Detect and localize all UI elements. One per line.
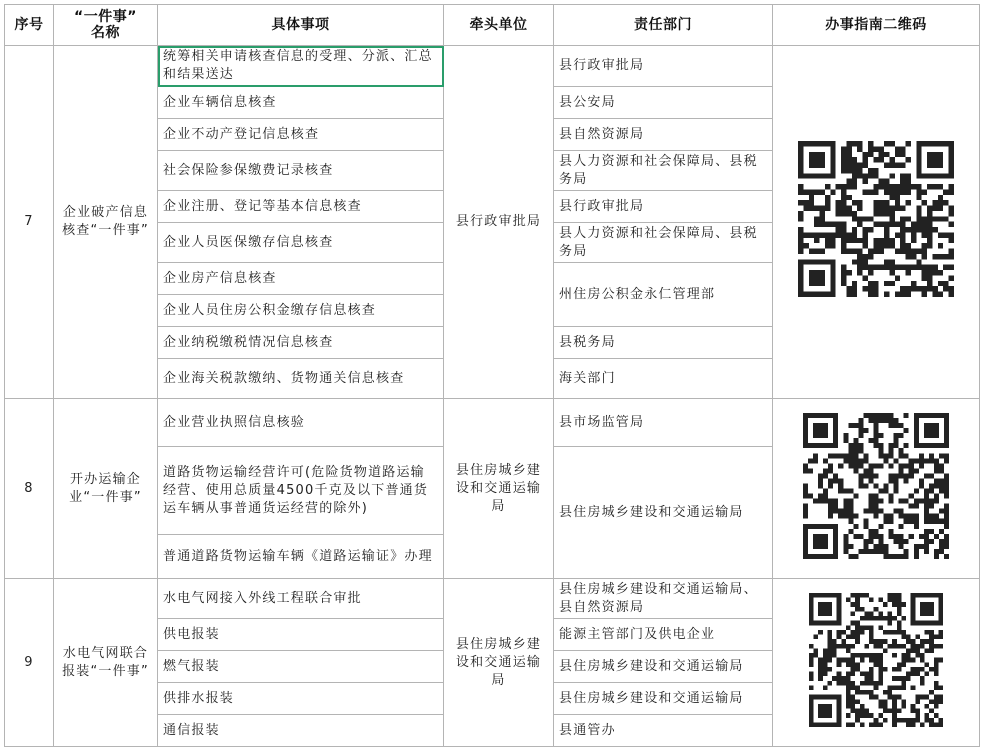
table-row (5, 399, 980, 447)
dept-cell[interactable]: 县人力资源和社会保障局、县税务局 (554, 223, 773, 263)
group-seq-cell[interactable]: 9 (5, 579, 54, 747)
matter-cell[interactable]: 企业不动产登记信息核查 (158, 119, 444, 151)
header-qr[interactable]: 办事指南二维码 (773, 5, 980, 46)
lead-unit-cell[interactable]: 县行政审批局 (444, 46, 554, 399)
matter-cell[interactable]: 燃气报装 (158, 651, 444, 683)
qr-code-icon (798, 141, 954, 303)
qr-cell[interactable] (773, 399, 980, 579)
group-seq-cell[interactable]: 8 (5, 399, 54, 579)
header-dept[interactable]: 责任部门 (554, 5, 773, 46)
group-name-cell[interactable]: 企业破产信息核查“一件事” (54, 46, 158, 399)
dept-cell[interactable]: 县住房城乡建设和交通运输局 (554, 683, 773, 715)
dept-cell[interactable]: 县公安局 (554, 87, 773, 119)
dept-cell[interactable]: 县行政审批局 (554, 46, 773, 87)
dept-cell[interactable]: 县住房城乡建设和交通运输局 (554, 651, 773, 683)
dept-cell[interactable]: 县通管办 (554, 715, 773, 747)
qr-code-icon (803, 413, 949, 565)
matter-cell[interactable]: 企业人员医保缴存信息核查 (158, 223, 444, 263)
matter-cell[interactable]: 企业注册、登记等基本信息核查 (158, 191, 444, 223)
matter-cell[interactable]: 企业车辆信息核查 (158, 87, 444, 119)
header-name[interactable] (54, 5, 158, 46)
qr-cell[interactable] (773, 46, 980, 399)
lead-unit-cell[interactable]: 县住房城乡建设和交通运输局 (444, 399, 554, 579)
matter-cell[interactable]: 供排水报装 (158, 683, 444, 715)
matter-cell[interactable]: 供电报装 (158, 619, 444, 651)
header-seq[interactable]: 序号 (5, 5, 54, 46)
lead-unit-cell[interactable]: 县住房城乡建设和交通运输局 (444, 579, 554, 747)
header-matter[interactable]: 具体事项 (158, 5, 444, 46)
qr-code-icon (809, 593, 943, 733)
header-lead[interactable]: 牵头单位 (444, 5, 554, 46)
matter-cell[interactable]: 企业纳税缴税情况信息核查 (158, 327, 444, 359)
qr-cell[interactable] (773, 579, 980, 747)
matter-cell[interactable]: 通信报装 (158, 715, 444, 747)
group-seq-cell[interactable]: 7 (5, 46, 54, 399)
selected-matter-cell[interactable]: 统筹相关申请核查信息的受理、分派、汇总和结果送达 (158, 46, 444, 87)
matter-cell[interactable]: 企业营业执照信息核验 (158, 399, 444, 447)
dept-cell[interactable]: 县人力资源和社会保障局、县税务局 (554, 151, 773, 191)
table-row (5, 46, 980, 87)
header-row (5, 5, 980, 46)
matter-cell[interactable]: 道路货物运输经营许可(危险货物道路运输经营、使用总质量4500千克及以下普通货运车辆从事普通货运经营的除外) (158, 447, 444, 535)
dept-cell[interactable]: 州住房公积金永仁管理部 (554, 263, 773, 327)
group-name-cell[interactable]: 开办运输企业“一件事” (54, 399, 158, 579)
dept-cell[interactable]: 能源主管部门及供电企业 (554, 619, 773, 651)
dept-cell[interactable]: 县住房城乡建设和交通运输局 (554, 447, 773, 579)
matter-cell[interactable]: 企业房产信息核查 (158, 263, 444, 295)
dept-cell[interactable]: 县税务局 (554, 327, 773, 359)
group-name-cell[interactable]: 水电气网联合报装“一件事” (54, 579, 158, 747)
header-name-line2: 名称 (91, 25, 120, 41)
service-table (4, 4, 980, 747)
matter-cell[interactable]: 社会保险参保缴费记录核查 (158, 151, 444, 191)
dept-cell[interactable]: 县市场监管局 (554, 399, 773, 447)
header-name-line1: “一件事” (74, 9, 137, 25)
dept-cell[interactable]: 县行政审批局 (554, 191, 773, 223)
matter-cell[interactable]: 企业人员住房公积金缴存信息核查 (158, 295, 444, 327)
dept-cell[interactable]: 海关部门 (554, 359, 773, 399)
matter-cell[interactable]: 普通道路货物运输车辆《道路运输证》办理 (158, 535, 444, 579)
dept-cell[interactable]: 县住房城乡建设和交通运输局、县自然资源局 (554, 579, 773, 619)
matter-cell[interactable]: 企业海关税款缴纳、货物通关信息核查 (158, 359, 444, 399)
dept-cell[interactable]: 县自然资源局 (554, 119, 773, 151)
table-row (5, 579, 980, 619)
matter-cell[interactable]: 水电气网接入外线工程联合审批 (158, 579, 444, 619)
